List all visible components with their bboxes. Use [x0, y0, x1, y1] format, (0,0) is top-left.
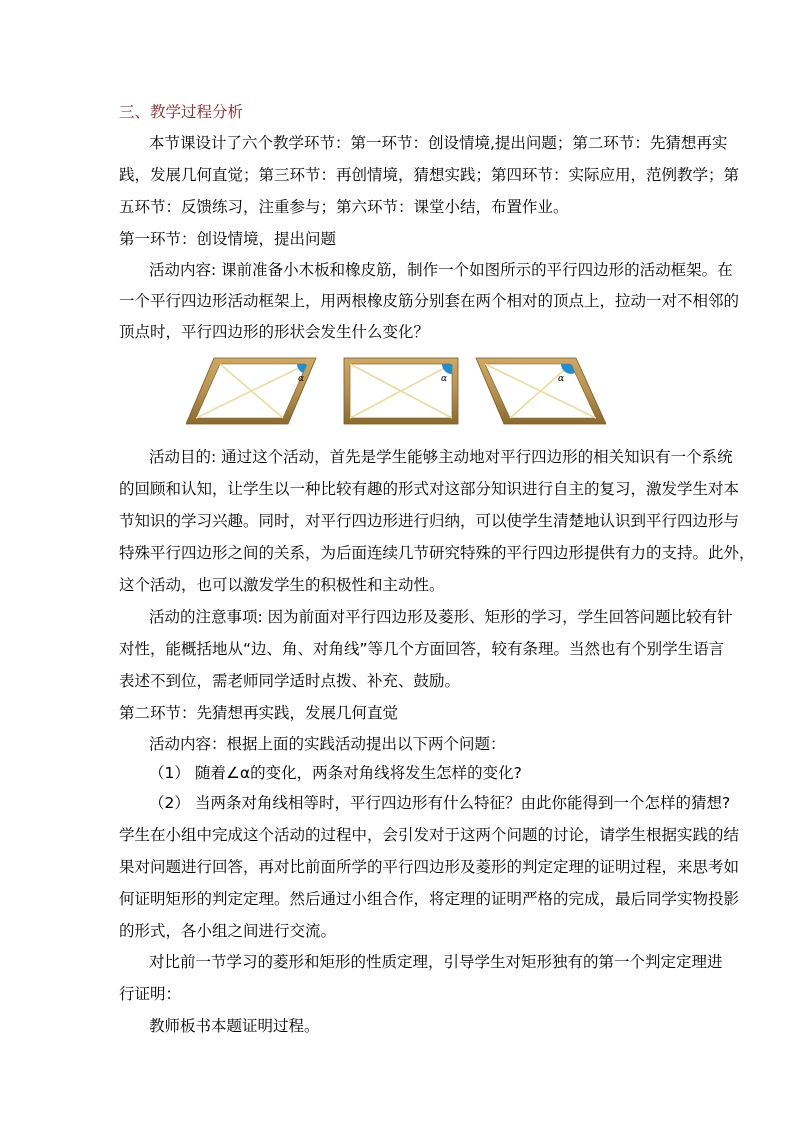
angle-label: α: [558, 374, 565, 384]
stage1-purpose-line-1: 活动目的: 通过这个活动，首先是学生能够主动地对平行四边形的相关知识有一个系统: [149, 448, 733, 466]
stage2-compare-line-1: 对比前一节学习的菱形和矩形的性质定理，引导学生对矩形独有的第一个判定定理进: [149, 953, 723, 971]
frame-parallelogram-left: [186, 358, 316, 424]
question-2-number: （2）: [149, 794, 190, 812]
stage1-notes-line-2: 对性，能概括地从“边、角、对角线”等几个方面回答，较有条理。当然也有个别学生语言: [119, 640, 725, 658]
stage1-purpose-line-3: 节知识的学习兴趣。同时，对平行四边形进行归纳，可以使学生清楚地认识到平行四边形与: [119, 512, 740, 530]
stage2-title: 第二环节：先猜想再实践，发展几何直觉: [119, 704, 399, 722]
frame-parallelogram-right: [476, 358, 606, 424]
intro-line-1: 本节课设计了六个教学环节：第一环节：创设情境,提出问题；第二环节：先猜想再实: [149, 134, 728, 152]
question-2-text: 当两条对角线相等时，平行四边形有什么特征？由此你能得到一个怎样的猜想?: [195, 794, 731, 812]
stage1-purpose-line-5: 这个活动，也可以激发学生的积极性和主动性。: [119, 576, 445, 594]
stage1-notes-line-1: 活动的注意事项: 因为前面对平行四边形及菱形、矩形的学习，学生回答问题比较有针: [149, 608, 733, 626]
frame-rectangle-middle: [344, 358, 458, 424]
stage1-notes-line-3: 表述不到位，需老师同学适时点拨、补充、鼓励。: [119, 672, 461, 690]
stage1-content-line-3: 顶点时，平行四边形的形状会发生什么变化？: [119, 323, 430, 341]
stage1-purpose-line-4: 特殊平行四边形之间的关系，为后面连续几节研究特殊的平行四边形提供有力的支持。此外，: [119, 544, 755, 562]
stage2-board-note: 教师板书本题证明过程。: [149, 1017, 320, 1035]
stage1-title: 第一环节：创设情境，提出问题: [119, 230, 337, 248]
stage1-content-line-1: 活动内容: 课前准备小木板和橡皮筋，制作一个如图所示的平行四边形的活动框架。在: [149, 261, 733, 279]
stage1-content-line-2: 一个平行四边形活动框架上，用两根橡皮筋分别套在两个相对的顶点上，拉动一对不相邻的: [119, 292, 740, 310]
intro-line-3: 五环节：反馈练习，注重参与；第六环节：课堂小结，布置作业。: [119, 198, 569, 216]
stage2-discussion-line-1: 学生在小组中完成这个活动的过程中，会引发对于这两个问题的讨论，请学生根据实践的结: [119, 826, 740, 844]
question-2: [149, 793, 730, 813]
section-title: 三、教学过程分析: [119, 103, 244, 121]
question-1-number: （1）: [149, 764, 190, 782]
stage2-content: 活动内容：根据上面的实践活动提出以下两个问题：: [149, 735, 506, 753]
stage2-discussion-line-2: 果对问题进行回答，再对比前面所学的平行四边形及菱形的判定定理的证明过程，来思考如: [119, 858, 740, 876]
stage2-compare-line-2: 行证明：: [119, 985, 182, 1003]
angle-label: α: [298, 374, 305, 384]
stage1-purpose-line-2: 的回顾和认知，让学生以一种比较有趣的形式对这部分知识进行自主的复习，激发学生对本: [119, 480, 740, 498]
parallelogram-frames-figure: [186, 354, 606, 426]
question-1: [149, 763, 522, 783]
stage2-discussion-line-4: 的形式，各小组之间进行交流。: [119, 922, 337, 940]
angle-label: α: [441, 374, 448, 384]
stage2-discussion-line-3: 何证明矩形的判定定理。然后通过小组合作，将定理的证明严格的完成，最后同学实物投影: [119, 890, 740, 908]
question-1-text: 随着∠α的变化，两条对角线将发生怎样的变化?: [195, 764, 522, 782]
intro-line-2: 践，发展几何直觉；第三环节：再创情境，猜想实践；第四环节：实际应用，范例教学；第: [119, 166, 740, 184]
